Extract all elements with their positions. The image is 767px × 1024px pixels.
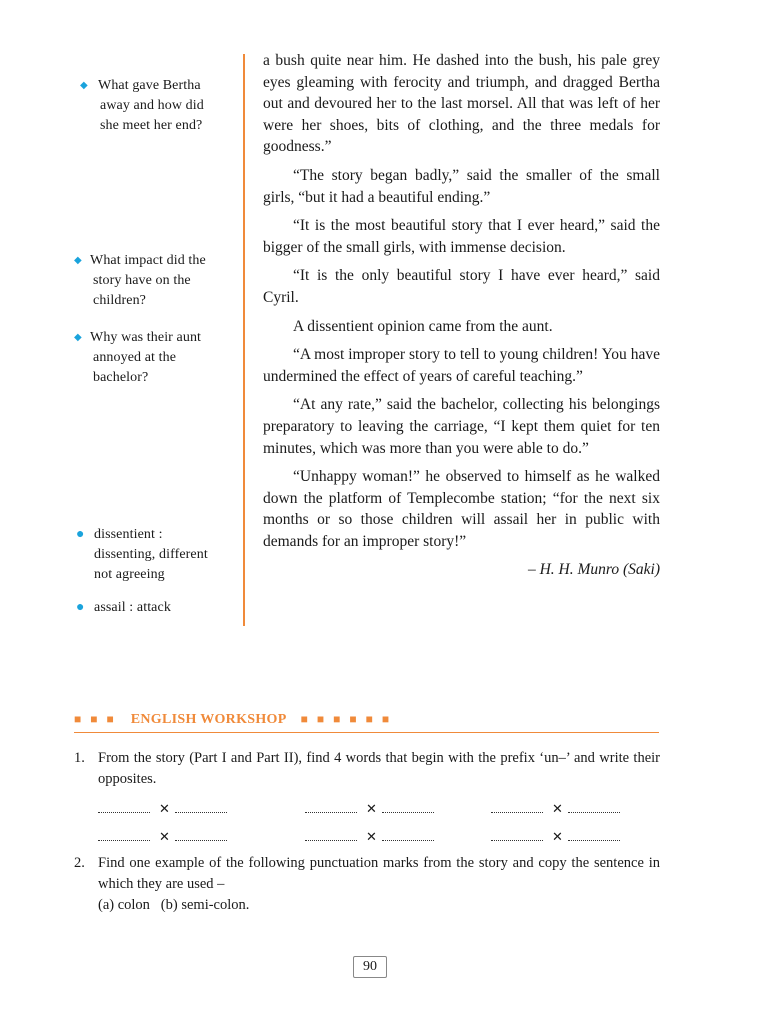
column-divider bbox=[243, 54, 245, 626]
blank-field[interactable] bbox=[98, 828, 150, 841]
margin-question-1 bbox=[82, 76, 204, 136]
author-credit: – H. H. Munro (Saki) bbox=[527, 561, 660, 579]
blank-field[interactable] bbox=[305, 828, 357, 841]
question-line: story have on the bbox=[93, 273, 191, 288]
cross-icon: ✕ bbox=[366, 802, 377, 817]
blank-field[interactable] bbox=[491, 828, 543, 841]
cross-icon: ✕ bbox=[552, 830, 563, 845]
cross-icon: ✕ bbox=[366, 830, 377, 845]
question-line: Why was their aunt bbox=[90, 330, 202, 345]
answer-pair bbox=[98, 828, 227, 846]
story-paragraph: “It is the most beautiful story that I ever heard,” said the bigger of the small girls, with immense decision. bbox=[263, 217, 660, 256]
blank-field[interactable] bbox=[382, 828, 434, 841]
workshop-heading bbox=[74, 710, 659, 733]
glossary-line: assail : attack bbox=[94, 600, 171, 615]
blank-field[interactable] bbox=[491, 800, 543, 813]
square-marks-left-icon: ■ ■ ■ bbox=[74, 712, 117, 726]
question-line: What impact did the bbox=[90, 253, 206, 268]
question-line: away and how did bbox=[100, 98, 204, 113]
answer-pair bbox=[305, 800, 434, 818]
blank-field[interactable] bbox=[175, 800, 227, 813]
glossary-line: dissentient : bbox=[94, 527, 163, 542]
question-line: bachelor? bbox=[93, 370, 149, 385]
diamond-bullet-icon: ◆ bbox=[74, 332, 82, 343]
blank-field[interactable] bbox=[175, 828, 227, 841]
story-paragraph: a bush quite near him. He dashed into the bush, his pale grey eyes gleaming with ferocity and triumph, and dragged Bertha out and devoured her to the last morsel. All that was left of her were her shoes, bits of clothing, and the three medals for goodness.” bbox=[263, 52, 660, 156]
question-line: children? bbox=[93, 293, 146, 308]
dot-bullet-icon: ● bbox=[76, 527, 85, 542]
cross-icon: ✕ bbox=[552, 802, 563, 817]
page-number: 90 bbox=[353, 956, 387, 978]
story-paragraph: “At any rate,” said the bachelor, collecting his belongings preparatory to leaving the carriage, “I kept them quiet for ten minutes, which was more than you were able to do.” bbox=[263, 396, 660, 457]
glossary-dissentient bbox=[76, 525, 208, 585]
dot-bullet-icon: ● bbox=[76, 600, 85, 615]
question-line: she meet her end? bbox=[100, 118, 203, 133]
glossary-line: dissenting, different bbox=[94, 547, 208, 562]
question-line: annoyed at the bbox=[93, 350, 177, 365]
workshop-title: ENGLISH WORKSHOP bbox=[130, 712, 287, 727]
answer-pair bbox=[491, 800, 620, 818]
glossary-line: not agreeing bbox=[94, 567, 165, 582]
question-number: 1. bbox=[74, 750, 85, 766]
answer-pair bbox=[491, 828, 620, 846]
story-paragraph: “It is the only beautiful story I have ever heard,” said Cyril. bbox=[263, 267, 660, 306]
blank-field[interactable] bbox=[305, 800, 357, 813]
answer-row-1 bbox=[98, 800, 618, 818]
story-paragraph: “Unhappy woman!” he observed to himself as he walked down the platform of Templecombe station; “for the next six months or so those children will assail her in public with demands for an improper story!” bbox=[263, 468, 660, 550]
diamond-bullet-icon: ◆ bbox=[74, 255, 82, 266]
question-options: (a) colon (b) semi-colon. bbox=[98, 897, 250, 913]
diamond-bullet-icon: ◆ bbox=[80, 80, 88, 91]
glossary-assail bbox=[76, 598, 171, 618]
story-paragraph: A dissentient opinion came from the aunt. bbox=[293, 317, 553, 335]
answer-row-2 bbox=[98, 828, 618, 846]
answer-pair bbox=[305, 828, 434, 846]
square-marks-right-icon: ■ ■ ■ ■ ■ ■ bbox=[300, 712, 393, 726]
blank-field[interactable] bbox=[568, 828, 620, 841]
story-paragraph: “A most improper story to tell to young children! You have undermined the effect of years of careful teaching.” bbox=[263, 346, 660, 385]
blank-field[interactable] bbox=[382, 800, 434, 813]
blank-field[interactable] bbox=[98, 800, 150, 813]
question-2 bbox=[74, 853, 660, 916]
cross-icon: ✕ bbox=[159, 830, 170, 845]
question-1 bbox=[74, 748, 660, 790]
margin-question-3 bbox=[76, 328, 201, 388]
question-text: From the story (Part I and Part II), find 4 words that begin with the prefix ‘un–’ and write their opposites. bbox=[98, 750, 660, 787]
answer-pair bbox=[98, 800, 227, 818]
blank-field[interactable] bbox=[568, 800, 620, 813]
story-text bbox=[263, 50, 660, 581]
story-paragraph: “The story began badly,” said the smaller of the small girls, “but it had a beautiful ending.” bbox=[263, 166, 660, 206]
question-text: Find one example of the following punctuation marks from the story and copy the sentence in which they are used – bbox=[98, 855, 660, 892]
question-number: 2. bbox=[74, 855, 85, 871]
question-line: What gave Bertha bbox=[98, 78, 201, 93]
cross-icon: ✕ bbox=[159, 802, 170, 817]
margin-question-2 bbox=[76, 251, 206, 311]
